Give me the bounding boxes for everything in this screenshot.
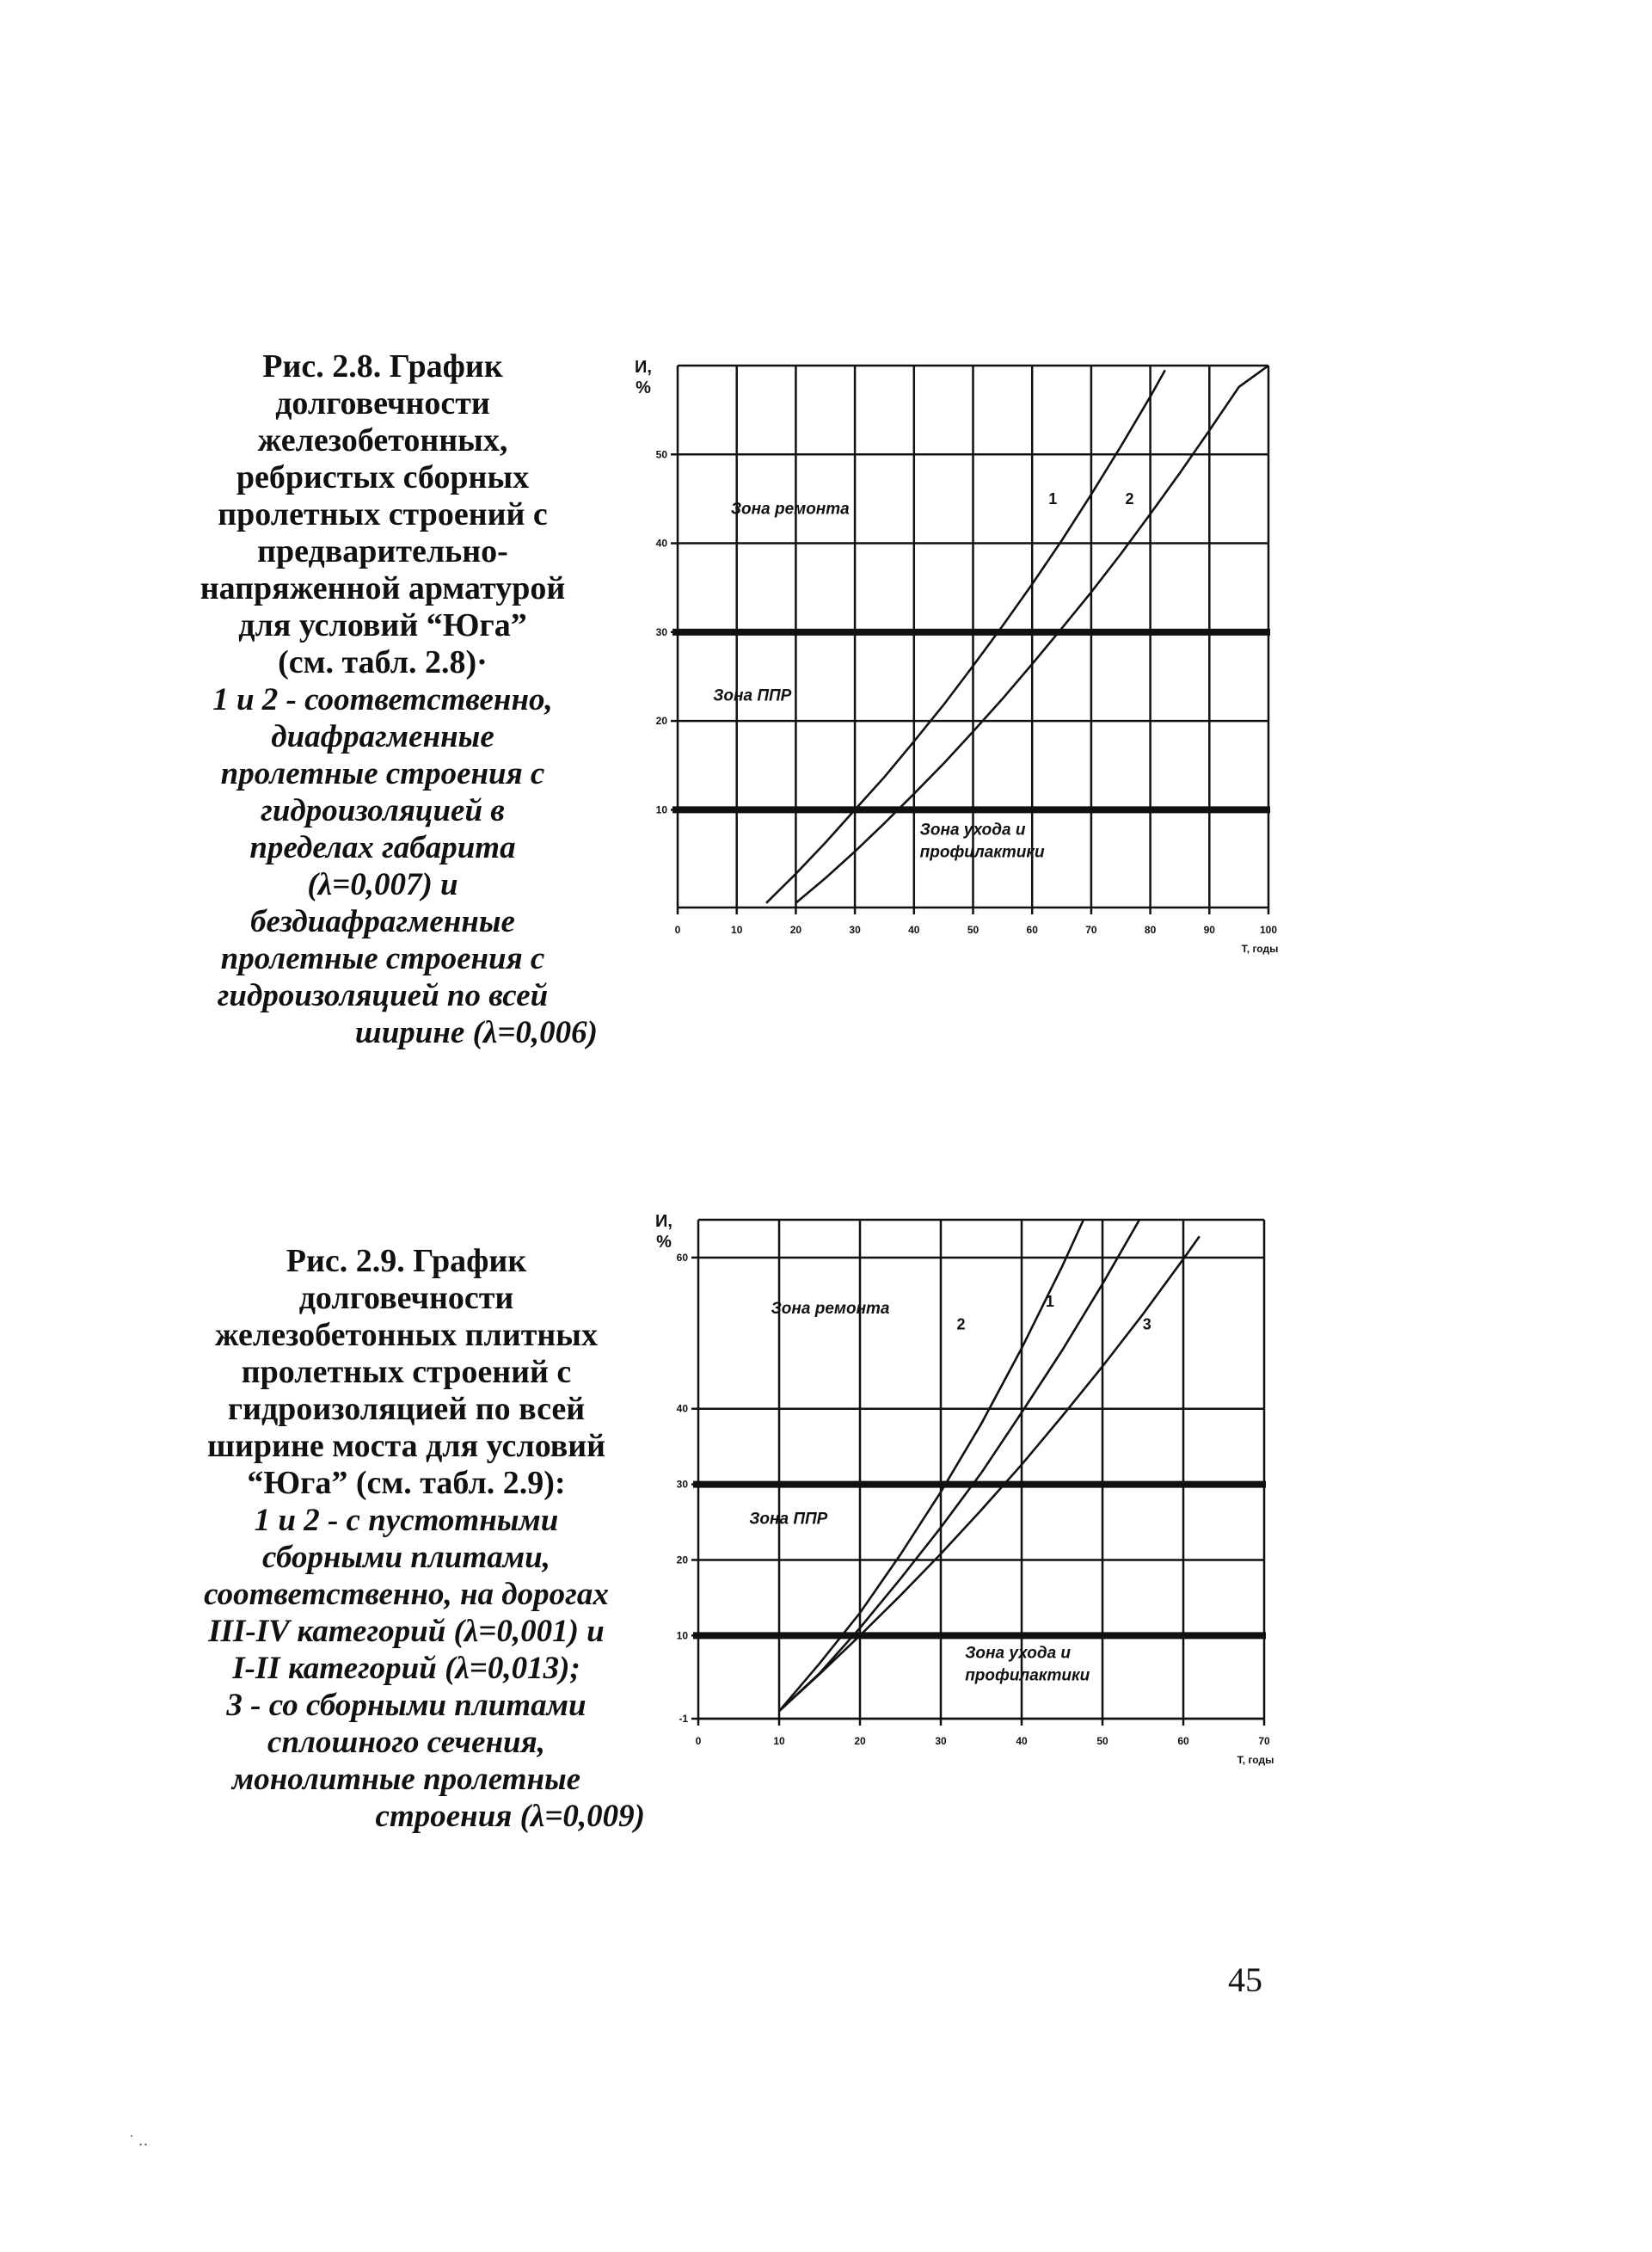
caption-line-italic: диафрагменные — [271, 719, 494, 754]
zone-label: профилактики — [919, 843, 1045, 862]
curve-2 — [779, 1122, 1127, 1711]
y-axis-label-unit: % — [636, 378, 651, 397]
zone-label: Зона ремонта — [730, 500, 850, 519]
x-tick-label: 30 — [849, 924, 861, 936]
scan-specks: ˙ ‥ — [129, 2132, 149, 2149]
caption-line: гидроизоляцией по всей — [227, 1391, 586, 1427]
y-tick-label: 40 — [676, 1402, 688, 1415]
x-tick-label: 50 — [1096, 1735, 1108, 1747]
curve-1 — [779, 1155, 1176, 1711]
x-tick-label: 60 — [1177, 1735, 1189, 1747]
x-tick-label: 0 — [674, 924, 681, 936]
x-tick-label: 0 — [695, 1735, 702, 1747]
caption-line: Рис. 2.9. График — [286, 1243, 527, 1279]
caption-line-italic: сплошного сечения, — [267, 1725, 545, 1760]
caption-line-italic: 1 и 2 - соответственно, — [212, 682, 553, 717]
caption-line: “Юга” (см. табл. 2.9): — [247, 1465, 566, 1501]
caption-line: предварительно- — [257, 533, 508, 569]
y-tick-label: 30 — [655, 625, 667, 638]
curve-label-1: 1 — [1045, 1293, 1054, 1311]
y-axis-label-unit: % — [656, 1233, 672, 1252]
y-tick-label: 10 — [655, 803, 667, 816]
caption-line: напряженной арматурой — [200, 570, 566, 606]
zone-label: Зона ремонта — [771, 1299, 890, 1318]
x-tick-label: 100 — [1259, 924, 1278, 936]
caption-line-italic: 1 и 2 - с пустотными — [254, 1503, 559, 1538]
x-tick-label: 80 — [1144, 924, 1157, 936]
zone-label: Зона ухода и — [919, 821, 1026, 840]
curve-label-3: 3 — [1142, 1315, 1151, 1333]
caption-line-italic: гидроизоляцией по всей — [217, 978, 549, 1013]
caption-line-italic: бездиафрагменные — [250, 904, 515, 939]
x-tick-label: 10 — [731, 924, 743, 936]
x-tick-label: 70 — [1085, 924, 1097, 936]
caption-line-italic: пролетные строения с — [220, 756, 545, 791]
caption-line-italic: ширине (λ=0,006) — [354, 1015, 598, 1050]
y-axis-label: И, — [655, 1212, 672, 1231]
caption-line: для условий “Юга” — [238, 607, 527, 643]
zone-label: Зона ППР — [749, 1510, 828, 1529]
x-tick-label: 70 — [1258, 1735, 1270, 1747]
page-number: 45 — [1228, 1960, 1262, 1999]
caption-line: Рис. 2.8. График — [262, 348, 503, 385]
caption-line-italic: сборными плитами, — [262, 1540, 550, 1575]
caption-line-italic: пределах габарита — [249, 830, 516, 865]
x-tick-label: 50 — [967, 924, 980, 936]
zone-label: Зона ППР — [713, 686, 792, 705]
caption-line-italic: гидроизоляцией в — [261, 793, 505, 828]
caption-line: пролетных строений с — [218, 496, 548, 532]
x-tick-label: 60 — [1026, 924, 1038, 936]
caption-line-italic: (λ=0,007) и — [307, 867, 458, 902]
x-axis-label: Т, годы — [1237, 1754, 1274, 1766]
caption-line-italic: 3 - со сборными плитами — [226, 1688, 586, 1723]
zone-label: профилактики — [965, 1666, 1090, 1685]
curve-label-2: 2 — [956, 1315, 966, 1333]
y-tick-label: 30 — [676, 1478, 688, 1491]
caption-line-italic: соответственно, на дорогах — [204, 1577, 609, 1612]
x-tick-label: 30 — [935, 1735, 947, 1747]
caption-line-italic: I-II категорий (λ=0,013); — [232, 1651, 580, 1686]
curve-label-2: 2 — [1125, 490, 1134, 508]
curve-label-1: 1 — [1048, 490, 1058, 508]
y-tick-label: -1 — [679, 1713, 688, 1725]
caption-line: железобетонных плитных — [215, 1317, 598, 1353]
caption-line-italic: строения (λ=0,009) — [375, 1799, 645, 1834]
y-tick-label: 50 — [655, 448, 667, 461]
caption-line: железобетонных, — [257, 422, 508, 458]
x-tick-label: 10 — [773, 1735, 785, 1747]
caption-line: пролетных строений с — [241, 1354, 572, 1390]
zone-label: Зона ухода и — [965, 1644, 1072, 1663]
y-tick-label: 20 — [676, 1554, 688, 1566]
y-tick-label: 20 — [655, 715, 667, 728]
caption-line: ребристых сборных — [236, 459, 530, 495]
x-tick-label: 40 — [908, 924, 920, 936]
y-tick-label: 10 — [676, 1629, 688, 1642]
x-tick-label: 90 — [1203, 924, 1215, 936]
caption-line: ширине моста для условий — [206, 1428, 606, 1464]
x-tick-label: 20 — [789, 924, 802, 936]
caption-line-italic: монолитные пролетные — [231, 1762, 581, 1797]
caption-reference: (см. табл. 2.8)· — [278, 644, 488, 680]
caption-line: долговечности — [298, 1280, 514, 1316]
caption-line-italic: пролетные строения с — [220, 941, 545, 976]
x-tick-label: 20 — [854, 1735, 866, 1747]
caption-line: долговечности — [275, 385, 490, 421]
y-tick-label: 60 — [676, 1251, 688, 1264]
y-tick-label: 40 — [655, 537, 667, 550]
caption-line-italic: III-IV категорий (λ=0,001) и — [208, 1614, 605, 1649]
x-tick-label: 40 — [1016, 1735, 1028, 1747]
x-axis-label: Т, годы — [1241, 943, 1279, 955]
y-axis-label: И, — [635, 358, 652, 377]
